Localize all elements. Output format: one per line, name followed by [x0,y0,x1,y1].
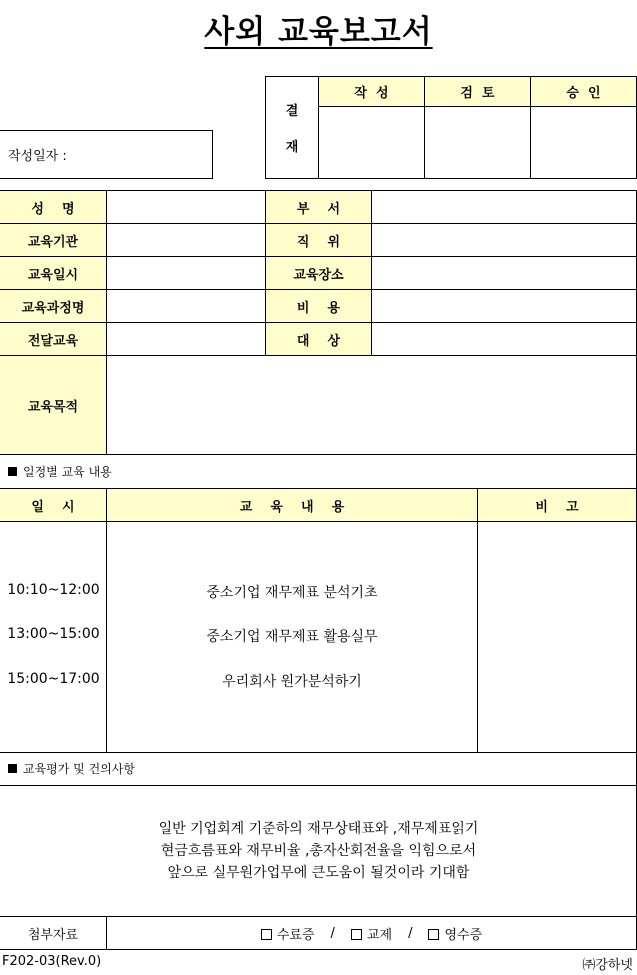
label-course-text: 교육과정명 [21,300,85,316]
schedule-row-1-content: 중소기업 재무제표 분석기초 [206,585,378,601]
checkbox-icon [428,929,439,940]
evaluation-section-header [0,752,637,786]
label-relay-text: 전달교육 [27,333,79,349]
schedule-row-1-time: 10:10~12:00 [7,582,100,598]
attachments-label-text: 첨부자료 [27,927,79,943]
approval-col-writer [318,76,425,107]
label-relay [0,322,107,356]
label-position [265,223,372,257]
label-department [265,190,372,224]
approval-sign-approver[interactable] [530,106,637,179]
approval-sign-reviewer[interactable] [424,106,531,179]
label-department-text: 부 서 [296,201,341,217]
field-name[interactable] [106,190,266,224]
schedule-header-content [106,488,478,522]
label-edu-date [0,256,107,290]
schedule-section-header [0,454,637,489]
approval-side-bottom: 재 [285,140,299,156]
checkbox-certificate-label: 수료증 [276,927,315,943]
checkbox-textbook-label: 교제 [366,927,393,943]
schedule-header-content-text: 교 육 내 용 [239,499,345,515]
approval-col-approver-label: 승 인 [566,86,601,101]
approval-col-approver [530,76,637,107]
attachments-label [0,916,107,950]
checkbox-receipt-label: 영수증 [444,927,483,943]
label-target-text: 대 상 [296,333,341,349]
date-label: 작성일자 : [8,149,67,164]
field-purpose[interactable] [106,355,637,455]
label-name [0,190,107,224]
checkbox-textbook[interactable] [351,924,392,943]
checkbox-icon [261,929,272,940]
label-target [265,322,372,356]
schedule-header-note [477,488,637,522]
field-relay[interactable] [106,322,266,356]
label-cost [265,289,372,323]
approval-sign-writer[interactable] [318,106,425,179]
field-position[interactable] [371,223,637,257]
label-cost-text: 비 용 [296,300,341,316]
field-target[interactable] [371,322,637,356]
attachments-options [106,916,637,950]
field-course[interactable] [106,289,266,323]
evaluation-line-1: 일반 기업회계 기준하의 재무상태표와 ,재무제표읽기 [158,821,479,837]
schedule-header-time-text: 일 시 [31,499,75,515]
schedule-row-3-time: 15:00~17:00 [7,671,100,687]
schedule-header-note-text: 비 고 [535,499,579,515]
label-course [0,289,107,323]
label-purpose-text: 교육목적 [27,399,79,415]
approval-col-reviewer [424,76,531,107]
approval-col-writer-label: 작 성 [354,86,389,101]
field-edu-place[interactable] [371,256,637,290]
field-cost[interactable] [371,289,637,323]
checkbox-icon [351,929,362,940]
evaluation-line-3: 앞으로 실무원가업무에 큰도움이 될것이라 기대함 [167,865,470,881]
checkbox-certificate[interactable] [261,924,315,943]
schedule-row-3-content: 우리회사 원가분석하기 [222,674,362,690]
approval-side-top: 결 [285,103,299,119]
approval-block [265,76,637,179]
approval-side [265,76,319,179]
schedule-note-column[interactable] [477,521,637,753]
square-bullet-icon [8,764,17,773]
separator: / [408,925,413,941]
schedule-row-2-content: 중소기업 재무제표 활용실무 [206,629,378,645]
schedule-section-title: 일정별 교육 내용 [23,464,112,479]
label-name-text: 성 명 [31,201,75,217]
schedule-header-time [0,488,107,522]
approval-col-reviewer-label: 검 토 [460,86,495,101]
evaluation-line-2: 현금흐름표와 재무비율 ,총자산회전율을 익힘으로서 [160,843,477,859]
label-purpose [0,355,107,455]
square-bullet-icon [8,467,17,476]
label-edu-place-text: 교육장소 [293,267,344,283]
footer-company: ㈜강하넷 [582,958,633,973]
schedule-row-2-time: 13:00~15:00 [7,626,100,642]
field-institution[interactable] [106,223,266,257]
evaluation-section-title: 교육평가 및 건의사항 [23,762,135,776]
date-box[interactable] [0,130,213,179]
label-institution-text: 교육기관 [27,234,79,250]
label-edu-place [265,256,372,290]
info-grid [0,190,637,358]
field-department[interactable] [371,190,637,224]
label-institution [0,223,107,257]
evaluation-body[interactable] [0,785,637,917]
page-title [0,6,637,50]
footer-code: F202-03(Rev.0) [2,954,102,969]
separator: / [330,925,335,941]
title-text: 사외 교육보고서 [204,14,433,50]
label-edu-date-text: 교육일시 [27,267,79,283]
field-edu-date[interactable] [106,256,266,290]
checkbox-receipt[interactable] [428,924,482,943]
label-position-text: 직 위 [296,234,341,250]
